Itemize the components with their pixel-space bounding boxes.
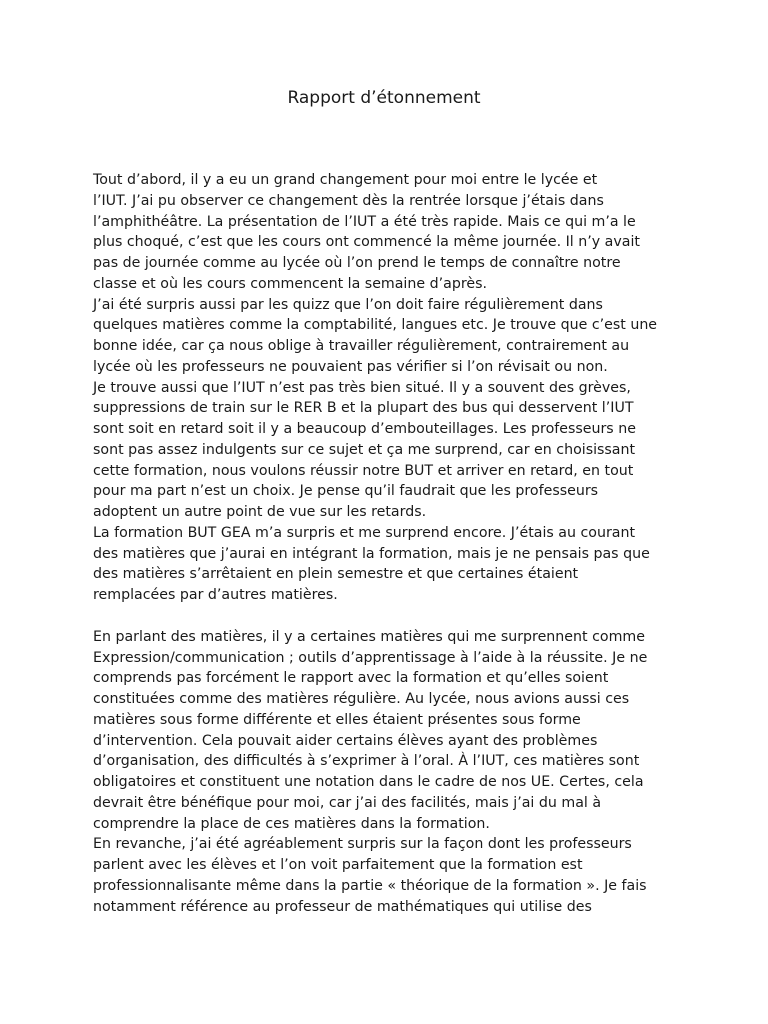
text-line: J’ai été surpris aussi par les quizz que l’on doit faire régulièrement dans	[93, 296, 603, 313]
text-line: cette formation, nous voulons réussir notre BUT et arriver en retard, en tout	[93, 462, 634, 479]
text-line: des matières s’arrêtaient en plein semestre et que certaines étaient	[93, 566, 579, 583]
text-line: Expression/communication ; outils d’apprentissage à l’aide à la réussite. Je ne	[93, 649, 648, 666]
text-line: comprends pas forcément le rapport avec la formation et qu’elles soient	[93, 670, 609, 687]
text-line: En revanche, j’ai été agréablement surpris sur la façon dont les professeurs	[93, 836, 632, 853]
text-line: l’IUT. J’ai pu observer ce changement dès la rentrée lorsque j’étais dans	[93, 192, 604, 209]
text-line: professionnalisante même dans la partie « théorique de la formation ». Je fais	[93, 877, 647, 894]
paragraph-6	[93, 834, 683, 917]
text-line: comprendre la place de ces matières dans la formation.	[93, 815, 490, 832]
paragraph-5	[93, 627, 683, 835]
text-line: bonne idée, car ça nous oblige à travailler régulièrement, contrairement au	[93, 338, 630, 354]
text-line: sont soit en retard soit il y a beaucoup d’embouteillages. Les professeurs ne	[93, 421, 636, 437]
text-line: constituées comme des matières régulière. Au lycée, nous avions aussi ces	[93, 691, 630, 707]
text-line: d’intervention. Cela pouvait aider certains élèves ayant des problèmes	[93, 732, 598, 749]
text-line: pas de journée comme au lycée où l’on prend le temps de connaître notre	[93, 255, 621, 271]
text-line: En parlant des matières, il y a certaines matières qui me surprennent comme	[93, 628, 645, 645]
text-line: matières sous forme différente et elles étaient présentes sous forme	[93, 711, 581, 728]
document-title: Rapport d’étonnement	[287, 88, 481, 108]
text-line: La formation BUT GEA m’a surpris et me surprend encore. J’étais au courant	[93, 524, 636, 541]
text-line: devrait être bénéfique pour moi, car j’ai des facilités, mais j’ai du mal à	[93, 794, 602, 811]
document-body	[93, 170, 683, 917]
text-line: suppressions de train sur le RER B et la plupart des bus qui desservent l’IUT	[93, 400, 634, 417]
text-line: des matières que j’aurai en intégrant la formation, mais je ne pensais pas que	[93, 545, 650, 562]
text-line: Je trouve aussi que l’IUT n’est pas très bien situé. Il y a souvent des grèves,	[93, 379, 631, 396]
paragraph-2	[93, 295, 683, 378]
text-line: classe et où les cours commencent la semaine d’après.	[93, 275, 487, 292]
text-line: pour ma part n’est un choix. Je pense qu’il faudrait que les professeurs	[93, 483, 599, 500]
paragraph-spacer	[93, 606, 683, 627]
text-line: lycée où les professeurs ne pouvaient pas vérifier si l’on révisait ou non.	[93, 358, 608, 375]
text-line: notamment référence au professeur de mathématiques qui utilise des	[93, 898, 592, 915]
text-line: adoptent un autre point de vue sur les retards.	[93, 504, 427, 520]
text-line: l’amphithéâtre. La présentation de l’IUT a été très rapide. Mais ce qui m’a le	[93, 213, 636, 230]
text-line: plus choqué, c’est que les cours ont commencé la même journée. Il n’y avait	[93, 234, 640, 251]
paragraph-4	[93, 523, 683, 606]
text-line: sont pas assez indulgents sur ce sujet et ça me surprend, car en choisissant	[93, 441, 636, 458]
text-line: obligatoires et constituent une notation dans le cadre de nos UE. Certes, cela	[93, 774, 644, 790]
text-line: d’organisation, des difficultés à s’exprimer à l’oral. À l’IUT, ces matières sont	[93, 753, 640, 770]
text-line: remplacées par d’autres matières.	[93, 587, 338, 603]
paragraph-3	[93, 378, 683, 523]
text-line: parlent avec les élèves et l’on voit parfaitement que la formation est	[93, 857, 583, 873]
text-line: quelques matières comme la comptabilité, langues etc. Je trouve que c’est une	[93, 317, 658, 334]
paragraph-1	[93, 170, 683, 295]
text-line: Tout d’abord, il y a eu un grand changement pour moi entre le lycée et	[93, 172, 598, 188]
